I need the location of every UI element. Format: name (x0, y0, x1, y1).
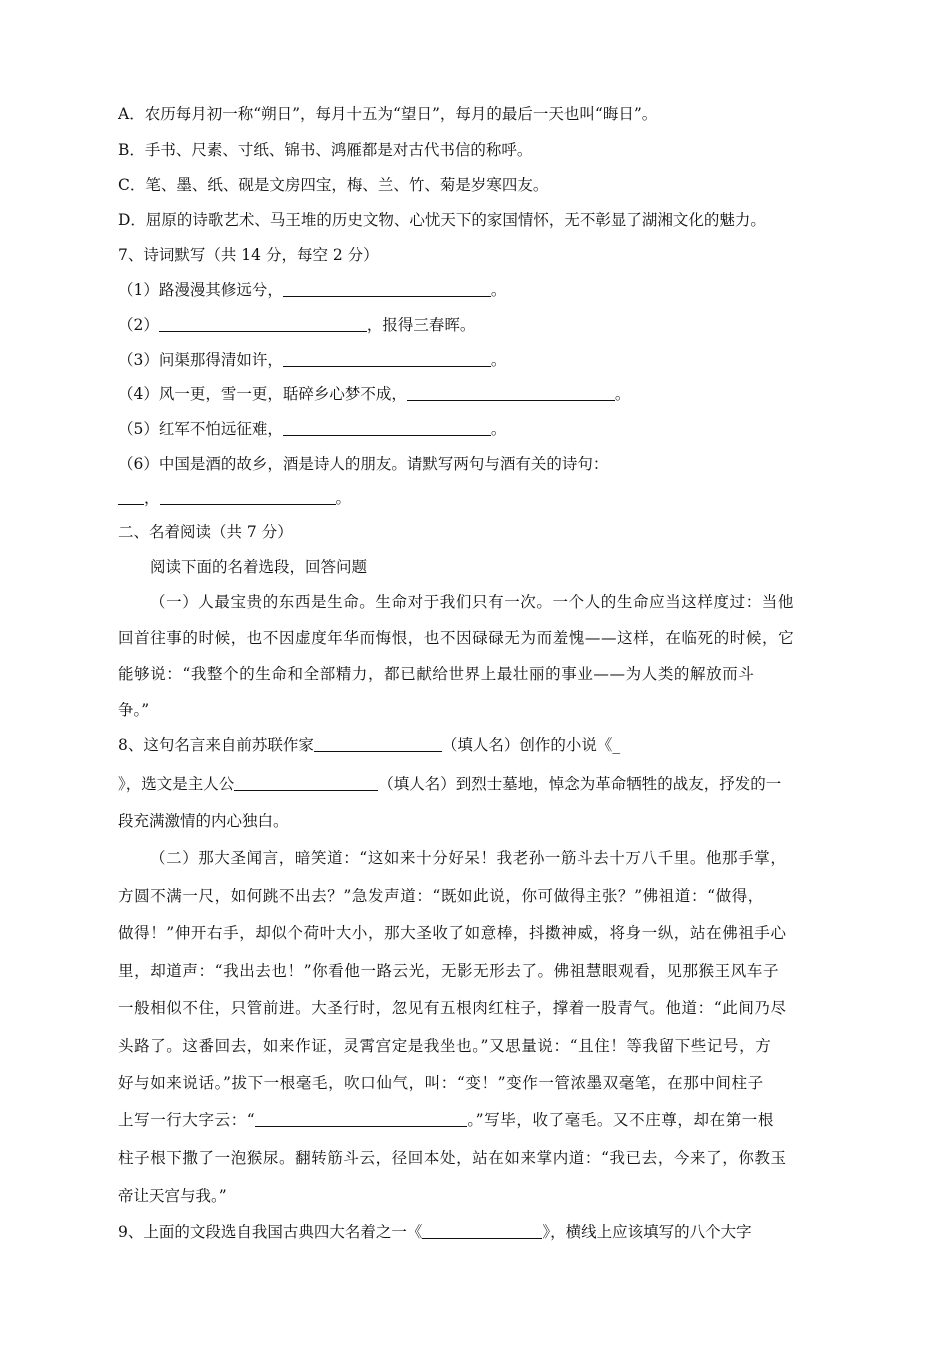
answer-blank[interactable] (159, 315, 367, 332)
passage-2-line: 帝让天宫与我。” (118, 1187, 227, 1205)
q7-item-1-text: （1）路漫漫其修远兮， (118, 281, 283, 299)
q7-item-2-end: ，报得三春晖。 (366, 316, 476, 334)
q7-item-4 (118, 384, 630, 404)
q7-item-6-end: 。 (335, 489, 352, 507)
passage-2-line: 里，却道声：“我出去也！”你看他一路云光，无影无形去了。佛祖慧眼观看，见那猴王风车子 (118, 962, 780, 980)
q7-item-3 (118, 350, 506, 370)
q8-text: 》，选文是主人公 (118, 775, 235, 793)
q7-item-1-end: 。 (490, 281, 507, 299)
option-d: D．屈原的诗歌艺术、马王堆的历史文物、心忧天下的家国情怀，无不彰显了湖湘文化的魅力。 (118, 211, 766, 229)
option-c: C．笔、墨、纸、砚是文房四宝，梅、兰、竹、菊是岁寒四友。 (118, 176, 549, 194)
answer-blank[interactable] (118, 488, 144, 505)
q7-item-2 (118, 315, 475, 335)
passage-2-line: （二）那大圣闻言，暗笑道：“这如来十分好呆！我老孙一筋斗去十万八千里。他那手掌， (150, 849, 787, 867)
q8-text: 8、这句名言来自前苏联作家 (118, 736, 314, 754)
passage-1-line: （一）人最宝贵的东西是生命。生命对于我们只有一次。一个人的生命应当这样度过：当他 (150, 593, 795, 611)
book-title-blank[interactable] (422, 1222, 542, 1239)
q7-item-5 (118, 419, 506, 439)
passage-1-line: 回首往事的时候，也不因虚度年华而悔恨，也不因碌碌无为而羞愧——这样，在临死的时候，它 (118, 629, 795, 647)
passage-2-text: 上写一行大字云：“ (118, 1111, 256, 1129)
q8-line-3: 段充满激情的内心独白。 (118, 812, 289, 830)
answer-blank[interactable] (283, 419, 491, 436)
eight-characters-blank[interactable] (255, 1110, 467, 1127)
passage-2-line: 柱子根下撒了一泡猴尿。翻转筋斗云，径回本处，站在如来掌内道：“我已去，今来了，你教玉 (118, 1149, 787, 1167)
q9-line (118, 1222, 752, 1242)
q8-line-2 (118, 774, 781, 794)
answer-blank[interactable] (160, 488, 336, 505)
q7-item-6-answer (118, 488, 351, 508)
q7-item-3-end: 。 (490, 351, 507, 369)
q7-item-1 (118, 280, 506, 300)
answer-blank[interactable] (283, 280, 491, 297)
passage-2-line: 一般相似不住，只管前进。大圣行时，忽见有五根肉红柱子，撑着一股青气。他道：“此间乃尽 (118, 999, 787, 1017)
passage-2-line-with-blank (118, 1110, 774, 1130)
section-2-intro: 阅读下面的名着选段，回答问题 (150, 558, 368, 576)
q7-title: 7、诗词默写（共 14 分，每空 2 分） (118, 246, 379, 264)
protagonist-blank[interactable] (234, 774, 378, 791)
q7-item-5-text: （5）红军不怕远征难， (118, 420, 283, 438)
passage-2-line: 好与如来说话。”拔下一根毫毛，吹口仙气，叫：“变！”变作一管浓墨双毫笔，在那中间柱子 (118, 1074, 764, 1092)
passage-2-line: 方圆不满一尺，如何跳不出去？”急发声道：“既如此说，你可做得主张？”佛祖道：“做得， (118, 887, 764, 905)
q7-item-5-end: 。 (490, 420, 507, 438)
passage-1-line: 争。” (118, 701, 150, 719)
q9-text: 9、上面的文段选自我国古典四大名着之一《 (118, 1223, 423, 1241)
q8-text: （填人名）创作的小说《_ (441, 736, 621, 754)
passage-2-line: 做得！”伸开右手，却似个荷叶大小，那大圣收了如意棒，抖擞神威，将身一纵，站在佛祖手心 (118, 924, 787, 942)
q7-item-4-end: 。 (614, 385, 631, 403)
q8-line-1 (118, 735, 620, 755)
passage-1-line: 能够说：“我整个的生命和全部精力，都已献给世界上最壮丽的事业——为人类的解放而斗 (118, 665, 755, 683)
author-blank[interactable] (314, 735, 442, 752)
q7-item-3-text: （3）问渠那得清如许， (118, 351, 283, 369)
q8-text: （填人名）到烈士墓地，悼念为革命牺牲的战友，抒发的一 (378, 775, 782, 793)
option-b: B．手书、尺素、寸纸、锦书、鸿雁都是对古代书信的称呼。 (118, 141, 533, 159)
option-a: A．农历每月初一称“朔日”，每月十五为“望日”，每月的最后一天也叫“晦日”。 (118, 105, 658, 123)
section-2-title: 二、名着阅读（共 7 分） (118, 523, 293, 541)
q7-item-6: （6）中国是酒的故乡，酒是诗人的朋友。请默写两句与酒有关的诗句： (118, 455, 609, 473)
q7-item-4-text: （4）风一更，雪一更，聒碎乡心梦不成， (118, 385, 407, 403)
passage-2-text: 。”写毕，收了毫毛。又不庄尊，却在第一根 (467, 1111, 775, 1129)
answer-blank[interactable] (283, 350, 491, 367)
q9-text: 》，横线上应该填写的八个大字 (542, 1223, 752, 1241)
answer-blank[interactable] (407, 384, 615, 401)
q7-item-2-text: （2） (118, 316, 159, 334)
q7-item-6-comma: ， (144, 489, 160, 507)
passage-2-line: 头路了。这番回去，如来作证，灵霄宫定是我坐也。”又思量说：“且住！等我留下些记号，方 (118, 1037, 772, 1055)
